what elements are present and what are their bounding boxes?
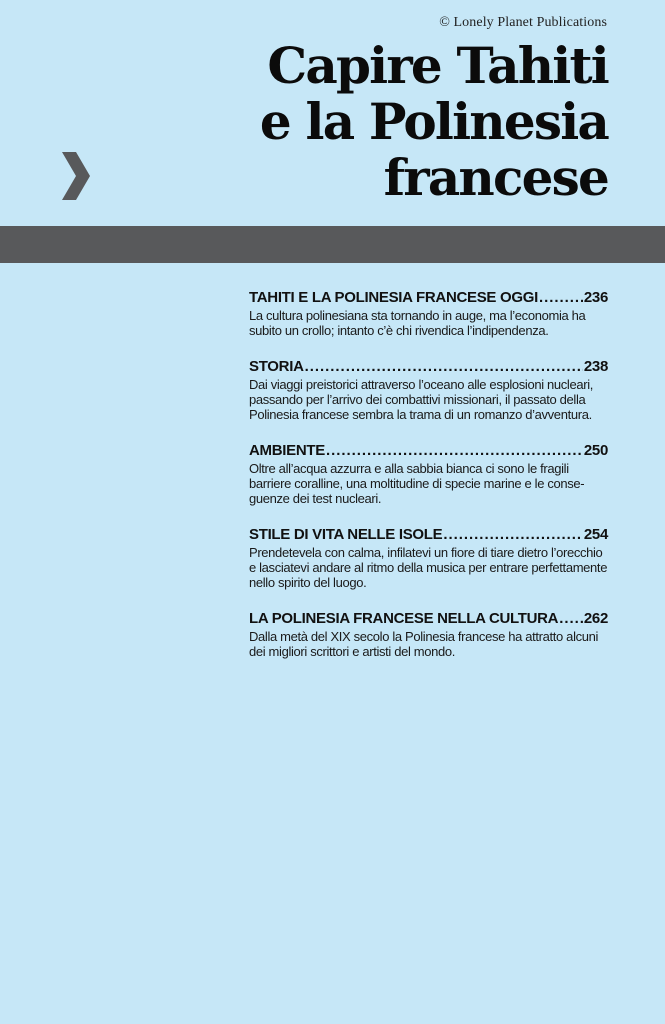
toc-entry[interactable] — [249, 609, 608, 659]
toc-entry-title: TAHITI E LA POLINESIA FRANCESE OGGI — [249, 289, 538, 306]
toc-entry[interactable] — [249, 441, 608, 506]
toc-entry-heading — [249, 441, 608, 460]
toc-entry-description: Prendetevela con calma, infilatevi un fiore di tiare dietro l’orecchio e lasciatevi andare al ritmo della musica per entrare perfettamente nello spirito del luogo. — [249, 545, 608, 590]
toc-entry-title: STILE DI VITA NELLE ISOLE — [249, 526, 443, 543]
page-title — [88, 38, 608, 206]
divider-band — [0, 226, 665, 263]
toc-entry-page: 254 — [583, 526, 608, 543]
dot-leader — [305, 357, 583, 376]
title-line-2: e la Polinesia — [259, 92, 608, 151]
toc-entry-heading — [249, 357, 608, 376]
toc-entry-heading — [249, 609, 608, 628]
toc-entry-description: Dalla metà del XIX secolo la Polinesia francese ha attratto alcuni dei migliori scrittori e artisti del mondo. — [249, 629, 599, 659]
toc-entry-title: LA POLINESIA FRANCESE NELLA CULTURA — [249, 610, 559, 627]
dot-leader — [443, 525, 583, 544]
table-of-contents — [249, 288, 608, 678]
toc-entry-description: Oltre all’acqua azzurra e alla sabbia bianca ci sono le fragili barriere coralline, una moltitudine di specie marine e le conse-guenze dei test nucleari. — [249, 461, 585, 506]
toc-entry-title: STORIA — [249, 358, 304, 375]
dot-leader — [539, 288, 583, 307]
toc-entry-heading — [249, 288, 608, 307]
toc-entry-page: 238 — [583, 358, 608, 375]
toc-entry-description: Dai viaggi preistorici attraverso l’oceano alle esplosioni nucleari, passando per l’arrivo dei combattivi missionari, il passato della Polinesia francese sembra la trama di un romanzo d’avventura. — [249, 377, 593, 422]
toc-entry-page: 250 — [583, 442, 608, 459]
toc-entry[interactable] — [249, 357, 608, 422]
dot-leader — [559, 609, 583, 628]
toc-entry[interactable] — [249, 525, 608, 590]
copyright-notice: © Lonely Planet Publications — [439, 15, 607, 30]
title-line-3: francese — [383, 148, 608, 207]
toc-entry-page: 262 — [583, 610, 608, 627]
dot-leader — [326, 441, 583, 460]
toc-entry-title: AMBIENTE — [249, 442, 325, 459]
toc-entry[interactable] — [249, 288, 608, 338]
toc-entry-description: La cultura polinesiana sta tornando in auge, ma l’economia ha subito un crollo; intanto c’è chi rivendica l’indipendenza. — [249, 308, 586, 338]
toc-entry-page: 236 — [583, 289, 608, 306]
chevron-right-icon — [60, 150, 92, 202]
toc-entry-heading — [249, 525, 608, 544]
title-line-1: Capire Tahiti — [267, 36, 608, 95]
